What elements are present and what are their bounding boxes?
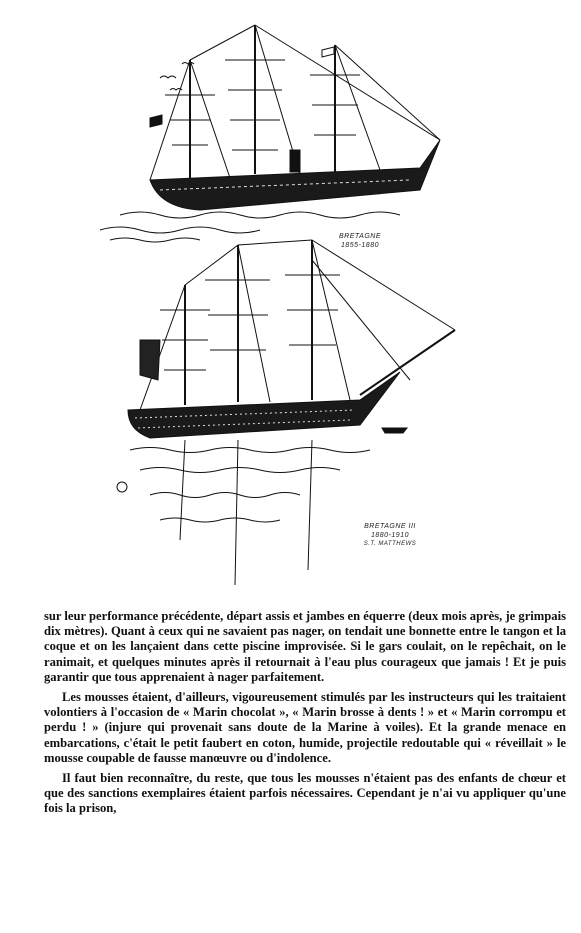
caption-bretagne-iii-name: BRETAGNE III <box>364 523 416 530</box>
ship-bretagne-drawing <box>100 25 440 242</box>
caption-bretagne-name: BRETAGNE <box>339 233 381 240</box>
caption-bretagne-iii <box>350 522 430 549</box>
caption-bretagne-years: 1855-1880 <box>341 242 379 249</box>
caption-bretagne-iii-signature: S.T. MATTHEWS <box>363 541 417 547</box>
paragraph-2: Les mousses étaient, d'ailleurs, vigoureusement stimulés par les instructeurs qui les traitaient volontiers à l'occasion de « Marin chocolat », « Marin brosse à dents ! » et « Marin corrompu et perdu ! » (injure qui provenait sans doute de la Marine à voiles). Et la grande menace en embarcations, c'était le petit faubert en coton, humide, projectile redoutable qui « réveillait » le mousse coupable de fausse manœuvre ou d'indolence. <box>44 690 566 765</box>
paragraph-1: sur leur performance précédente, départ assis et jambes en équerre (deux mois après, je grimpais dix mètres). Quant à ceux qui ne savaient pas nager, on tendait une bonnette entre le tangon et la coque et on les lançaient dans cette piscine improvisée. Si le gars coulait, on le repêchait, on le ranimait, et quelques minutes après il retournait à l'eau plus courageux que jamais ! Et je puis garantir que tous apprenaient à nager parfaitement. <box>44 609 566 684</box>
paragraph-3: Il faut bien reconnaître, du reste, que tous les mousses n'étaient pas des enfants de chœur et que des sanctions exemplaires étaient parfois nécessaires. Cependant je n'ai vu appliquer qu'une fois la prison, <box>44 771 566 816</box>
body-text <box>44 609 566 822</box>
caption-bretagne-iii-years: 1880-1910 <box>371 532 409 539</box>
caption-bretagne <box>330 232 390 250</box>
